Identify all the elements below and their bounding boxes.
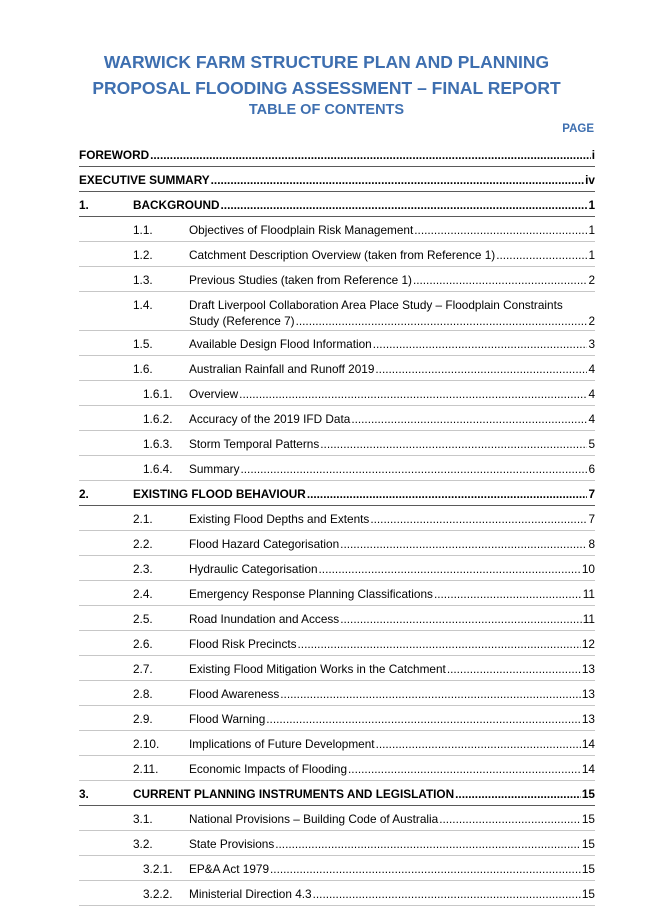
toc-entry[interactable] (79, 331, 595, 356)
dot-leader (320, 437, 587, 451)
report-title-line-1: WARWICK FARM STRUCTURE PLAN AND PLANNING (103, 52, 550, 72)
toc-entry[interactable] (79, 217, 595, 242)
toc-entry-title-continued: Study (Reference 7) (189, 314, 295, 328)
dot-leader (275, 837, 581, 851)
toc-entry[interactable] (79, 456, 595, 481)
toc-entry-title: Flood Hazard Categorisation (189, 537, 340, 551)
toc-entry-page: 13 (581, 687, 595, 701)
toc-entry-number: 2.2. (133, 537, 153, 551)
toc-entry-page: 11 (582, 587, 595, 601)
toc-entry-number: 2.9. (133, 712, 153, 726)
dot-leader (375, 362, 587, 376)
toc-entry-page: 2 (588, 273, 595, 287)
toc-entry-number: 3.2.1. (143, 862, 173, 876)
toc-entry-page: 15 (581, 837, 595, 851)
toc-entry-title: Existing Flood Mitigation Works in the Catchment (189, 662, 446, 676)
table-of-contents (79, 142, 595, 906)
toc-entry-page: 11 (582, 612, 595, 626)
toc-entry[interactable] (79, 856, 595, 881)
toc-entry[interactable] (79, 406, 595, 431)
toc-entry-title: Hydraulic Categorisation (189, 562, 318, 576)
toc-entry-page: 5 (588, 437, 595, 451)
toc-entry-page: 4 (588, 387, 595, 401)
toc-entry-title: Objectives of Floodplain Risk Management (189, 223, 414, 237)
toc-entry-title: Road Inundation and Access (189, 612, 340, 626)
toc-entry-number: 1. (79, 198, 89, 212)
toc-entry-page: 13 (581, 712, 595, 726)
dot-leader (313, 887, 581, 901)
dot-leader (439, 812, 581, 826)
toc-entry-number: 1.6.2. (143, 412, 173, 426)
toc-entry[interactable] (79, 881, 595, 906)
toc-entry-title: EP&A Act 1979 (189, 862, 270, 876)
toc-entry[interactable] (79, 142, 595, 167)
toc-entry-number: 2.5. (133, 612, 153, 626)
toc-entry-title: CURRENT PLANNING INSTRUMENTS AND LEGISLATION (133, 787, 455, 801)
toc-entry-number: 1.4. (133, 298, 153, 312)
toc-entry[interactable] (79, 167, 595, 192)
toc-entry[interactable] (79, 531, 595, 556)
toc-entry[interactable] (79, 381, 595, 406)
dot-leader (340, 612, 582, 626)
toc-entry-page: 15 (581, 862, 595, 876)
toc-entry-title: Available Design Flood Information (189, 337, 372, 351)
dot-leader (340, 537, 587, 551)
toc-entry-number: 2.7. (133, 662, 153, 676)
toc-entry-title: Existing Flood Depths and Extents (189, 512, 370, 526)
page-column-header: PAGE (562, 123, 594, 135)
toc-entry-number: 1.6.3. (143, 437, 173, 451)
toc-entry-page: iv (585, 173, 595, 187)
toc-entry-title: Ministerial Direction 4.3 (189, 887, 312, 901)
toc-entry[interactable] (79, 356, 595, 381)
toc-entry-number: 2. (79, 487, 89, 501)
toc-entry-number: 3. (79, 787, 89, 801)
dot-leader (307, 487, 588, 501)
toc-entry-page: 14 (581, 737, 595, 751)
dot-leader (280, 687, 581, 701)
toc-entry[interactable] (79, 806, 595, 831)
toc-entry-title: Catchment Description Overview (taken from Reference 1) (189, 248, 496, 262)
toc-entry-title: Flood Awareness (189, 687, 280, 701)
dot-leader (239, 387, 587, 401)
toc-entry-number: 1.6. (133, 362, 153, 376)
toc-entry[interactable] (79, 242, 595, 267)
toc-entry-title: Implications of Future Development (189, 737, 375, 751)
dot-leader (413, 273, 588, 287)
dot-leader (150, 148, 591, 162)
toc-entry-number: 2.6. (133, 637, 153, 651)
dot-leader (414, 223, 587, 237)
toc-entry-number: 3.2.2. (143, 887, 173, 901)
toc-entry[interactable] (79, 267, 595, 292)
toc-entry-page: 15 (581, 887, 595, 901)
toc-entry-title: Australian Rainfall and Runoff 2019 (189, 362, 375, 376)
toc-entry-page: 12 (581, 637, 595, 651)
toc-entry-title: Economic Impacts of Flooding (189, 762, 348, 776)
toc-entry-title: Accuracy of the 2019 IFD Data (189, 412, 351, 426)
toc-entry-page: 1 (588, 248, 595, 262)
toc-entry[interactable] (79, 756, 595, 781)
toc-entry-page: 8 (588, 537, 595, 551)
toc-entry-title: FOREWORD (79, 148, 150, 162)
toc-entry-title: BACKGROUND (133, 198, 220, 212)
toc-entry-title: National Provisions – Building Code of Australia (189, 812, 439, 826)
toc-entry[interactable] (79, 681, 595, 706)
dot-leader (434, 587, 582, 601)
toc-entry-page: 15 (581, 787, 595, 801)
toc-entry-page: 10 (581, 562, 595, 576)
toc-entry-number: 3.2. (133, 837, 153, 851)
toc-entry-title: Emergency Response Planning Classifications (189, 587, 433, 601)
toc-entry-page: 3 (588, 337, 595, 351)
dot-leader (373, 337, 588, 351)
toc-entry-title: EXISTING FLOOD BEHAVIOUR (133, 487, 306, 501)
toc-entry[interactable] (79, 192, 595, 217)
toc-entry[interactable] (79, 731, 595, 756)
toc-entry-number: 2.11. (133, 762, 159, 776)
toc-entry-title: Overview (189, 387, 239, 401)
dot-leader (296, 313, 588, 329)
toc-entry-number: 1.6.4. (143, 462, 173, 476)
dot-leader (447, 662, 581, 676)
toc-entry[interactable] (79, 631, 595, 656)
toc-entry-page: 6 (588, 462, 595, 476)
toc-entry-title: Summary (189, 462, 240, 476)
toc-entry[interactable] (79, 431, 595, 456)
dot-leader (370, 512, 587, 526)
toc-entry[interactable] (79, 781, 595, 806)
toc-entry-page: 15 (581, 812, 595, 826)
toc-entry[interactable] (79, 581, 595, 606)
toc-entry-number: 1.3. (133, 273, 153, 287)
dot-leader (221, 198, 588, 212)
dot-leader (266, 712, 581, 726)
dot-leader (211, 173, 585, 187)
dot-leader (240, 462, 587, 476)
toc-entry-page: 1 (588, 223, 595, 237)
toc-entry-title: Flood Risk Precincts (189, 637, 297, 651)
toc-entry-number: 2.4. (133, 587, 153, 601)
toc-entry[interactable] (79, 506, 595, 531)
toc-entry-number: 3.1. (133, 812, 153, 826)
dot-leader (376, 737, 581, 751)
toc-entry-title: State Provisions (189, 837, 275, 851)
toc-entry-number: 1.5. (133, 337, 153, 351)
toc-entry-number: 1.1. (133, 223, 153, 237)
toc-entry-title: Storm Temporal Patterns (189, 437, 320, 451)
dot-leader (319, 562, 581, 576)
toc-entry-page: 7 (588, 487, 595, 501)
toc-entry[interactable] (79, 606, 595, 631)
toc-entry-title: Flood Warning (189, 712, 266, 726)
toc-entry-page: 4 (588, 412, 595, 426)
toc-entry[interactable] (79, 292, 595, 331)
toc-entry-number: 2.10. (133, 737, 160, 751)
toc-entry-number: 1.2. (133, 248, 153, 262)
toc-entry-title: Previous Studies (taken from Reference 1) (189, 273, 412, 287)
dot-leader (351, 412, 587, 426)
dot-leader (496, 248, 587, 262)
toc-entry[interactable] (79, 656, 595, 681)
dot-leader (455, 787, 581, 801)
toc-entry[interactable] (79, 556, 595, 581)
toc-entry-title: Draft Liverpool Collaboration Area Place Study – Floodplain Constraints (189, 298, 563, 312)
toc-entry[interactable] (79, 706, 595, 731)
dot-leader (298, 637, 581, 651)
toc-entry-page: 4 (588, 362, 595, 376)
toc-entry-title: EXECUTIVE SUMMARY (79, 173, 210, 187)
toc-heading: TABLE OF CONTENTS (248, 102, 405, 118)
toc-entry-page: 7 (588, 512, 595, 526)
toc-entry-number: 2.8. (133, 687, 153, 701)
toc-entry-page: 13 (581, 662, 595, 676)
toc-entry-page: 14 (581, 762, 595, 776)
toc-entry-number: 2.1. (133, 512, 153, 526)
dot-leader (348, 762, 581, 776)
dot-leader (270, 862, 581, 876)
toc-entry-page: i (591, 148, 595, 162)
toc-entry-page: 1 (588, 198, 595, 212)
toc-entry-number: 1.6.1. (143, 387, 173, 401)
toc-entry-page: 2 (588, 314, 595, 328)
toc-entry[interactable] (79, 831, 595, 856)
report-title-line-2: PROPOSAL FLOODING ASSESSMENT – FINAL REPORT (92, 78, 561, 98)
toc-entry-number: 2.3. (133, 562, 153, 576)
toc-entry[interactable] (79, 481, 595, 506)
